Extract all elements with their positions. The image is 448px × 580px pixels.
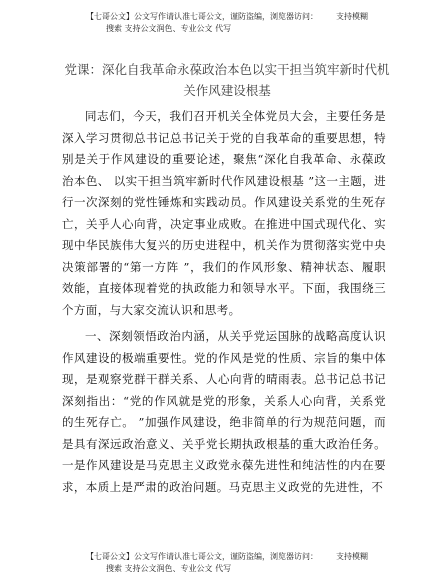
paragraph-section-one: 一、深刻领悟政治内涵，从关乎党运国脉的战略高度认识作风建设的极端重要性。党的作风是党的性质、宗旨的集中体现，是观察党群干群关系、人心向背的晴雨表。总书记总书记深刻指出：“党的作风就是党的形象，关系人心向背，关系党 的生死存亡。 ”加强作风建设，绝非简单的行为规范问题，而 是具有深远政治意义、关乎党长期执政根基的重大政治任务。 一是作风建设是马克思主义政党永葆先进性和纯洁性的内在要 求，本质上是严肃的政治问题。马克思主义政党的先进性，不 <box>62 329 386 494</box>
header-line-2: 搜索 支持公文润色、专业公文 代写 <box>106 24 232 33</box>
footer-line-2: 搜索 支持公文润色、专业公文 代写 <box>106 564 232 573</box>
page-header <box>86 11 386 35</box>
page-footer <box>86 551 386 575</box>
document-title: 党课：深化自我革命永葆政治本色以实干担当筑牢新时代机关作风建设根基 <box>64 62 390 98</box>
paragraph-intro: 同志们，今天，我们召开机关全体党员大会，主要任务是深入学习贯彻总书记总书记关于党的自我革命的重要思想，特别是关于作风建设的重要论述，聚焦“深化自我革命、永葆政治本色、 以实干担当筑牢新时代作风建设根基 ”这一主题，进 行一次深刻的党性锤炼和实践动员。作风建设关系党的生死存 亡，关乎人心向背，决定事业成败。在推进中国式现代化、实 现中华民族伟大复兴的历史进程中，机关作为贯彻落实党中央 决策部署的“第一方阵 ”，我们的作风形象、精神状态、履职 效能，直接体现着党的执政能力和领导水平。下面，我围绕三 个方面，与大家交流认识和思考。 <box>62 109 386 317</box>
header-line-1-right: 支持模糊 <box>336 12 368 21</box>
footer-line-1-right: 支持模糊 <box>336 552 368 561</box>
document-body <box>62 106 386 498</box>
header-line-1: 【七哥公文】公文写作请认准七哥公文，谨防盗编，浏览器访问： <box>86 12 318 21</box>
footer-line-1: 【七哥公文】公文写作请认准七哥公文，谨防盗编，浏览器访问： <box>86 552 318 561</box>
